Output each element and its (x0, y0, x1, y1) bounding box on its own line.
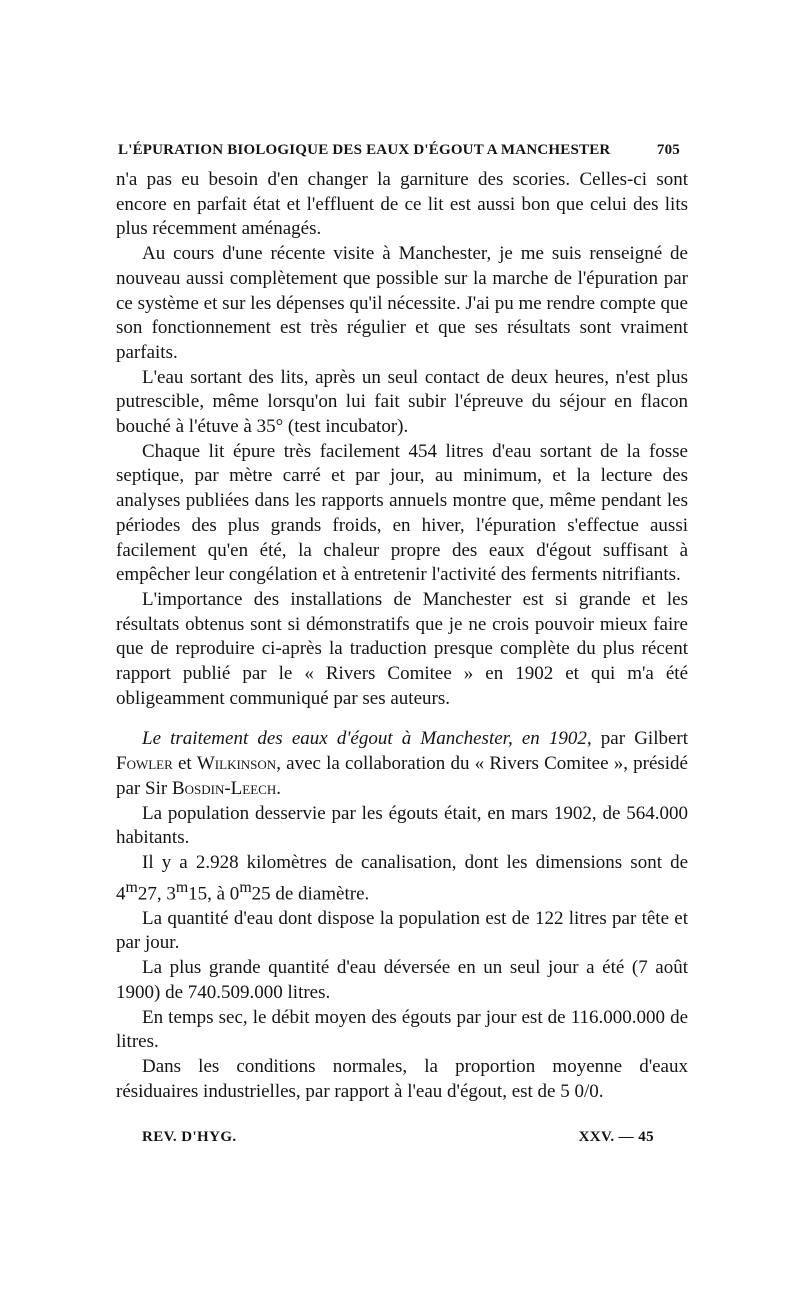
fact-text: 27, 3 (137, 883, 176, 905)
fact-text: Il y a 2.928 kilomètres de canalisation, dont les dimensions sont de 4 (116, 851, 688, 905)
paragraph: En temps sec, le débit moyen des égouts par jour est de 116.000.000 de litres. (116, 1006, 688, 1053)
unit-superscript: m (239, 878, 252, 896)
paragraph: Dans les conditions normales, la proportion moyenne d'eaux résiduaires industrielles, par rapport à l'eau d'égout, est de 5 0/0. (116, 1055, 688, 1102)
author-name: Wilkinson (196, 753, 277, 775)
article-end: . (276, 777, 281, 799)
paragraph: La population desservie par les égouts était, en mars 1902, de 564.000 habitants. (116, 802, 688, 849)
article-and: et (177, 753, 192, 775)
chairman-name: Bosdin-Leech (171, 777, 277, 799)
unit-superscript: m (125, 878, 138, 896)
paragraph: Chaque lit épure très facilement 454 litres d'eau sortant de la fosse septique, par mètre carré et par jour, au minimum, et la lecture des analyses publiées dans les rapports annuels montre que, même pendant les périodes des plus grands froids, en hiver, l'épuration s'effectue aussi facilement qu'en été, la chaleur propre des eaux d'égout suffisant à empêcher leur congélation et à entretenir l'activité des ferments nitrifiants. (116, 440, 688, 586)
main-text (116, 168, 688, 1104)
page-number: 705 (656, 142, 680, 158)
fact-text: 25 de diamètre. (251, 883, 370, 905)
article-collaboration: , avec la collaboration du « Rivers Comitee », présidé par Sir (116, 753, 688, 799)
fact-text: 15, à 0 (188, 883, 240, 905)
running-header (118, 142, 680, 159)
article-heading (116, 727, 688, 801)
running-title: L'ÉPURATION BIOLOGIQUE DES EAUX D'ÉGOUT A MANCHESTER (118, 142, 611, 158)
article-title: Le traitement des eaux d'égout à Manchester, en 1902, (142, 728, 592, 750)
paragraph: L'eau sortant des lits, après un seul contact de deux heures, n'est plus putrescible, même lorsqu'on lui fait subir l'épreuve du séjour en flacon bouché à l'étuve à 35° (test incubator). (116, 366, 688, 438)
journal-abbreviation: REV. D'HYG. (142, 1129, 237, 1145)
paragraph: Au cours d'une récente visite à Manchester, je me suis renseigné de nouveau aussi complètement que possible sur la marche de l'épuration par ce système et sur les dépenses qu'il nécessite. J'ai pu me rendre compte que son fonctionnement est très régulier et que ses résultats sont vraiment parfaits. (116, 243, 688, 363)
article-by: par Gilbert (600, 728, 689, 750)
paragraph: La plus grande quantité d'eau déversée en un seul jour a été (7 août 1900) de 740.509.000 litres. (116, 957, 688, 1003)
author-name: Fowler (116, 753, 173, 775)
paragraph-continued: n'a pas eu besoin d'en changer la garniture des scories. Celles-ci sont encore en parfait état et l'effluent de ce lit est aussi bon que celui des lits plus récemment aménagés. (116, 169, 688, 240)
unit-superscript: m (175, 878, 189, 896)
paragraph (116, 851, 688, 907)
paragraph: L'importance des installations de Manchester est si grande et les résultats obtenus sont si démonstratifs que je ne crois pouvoir mieux faire que de reproduire ci-après la traduction presque complète du plus récent rapport publié par le « Rivers Comitee » en 1902 et qui m'a été obligeamment communiqué par ses auteurs. (116, 588, 688, 709)
paragraph: La quantité d'eau dont dispose la population est de 122 litres par tête et par jour. (116, 907, 688, 954)
signature-mark: XXV. — 45 (578, 1129, 654, 1145)
page-footer (142, 1129, 654, 1146)
